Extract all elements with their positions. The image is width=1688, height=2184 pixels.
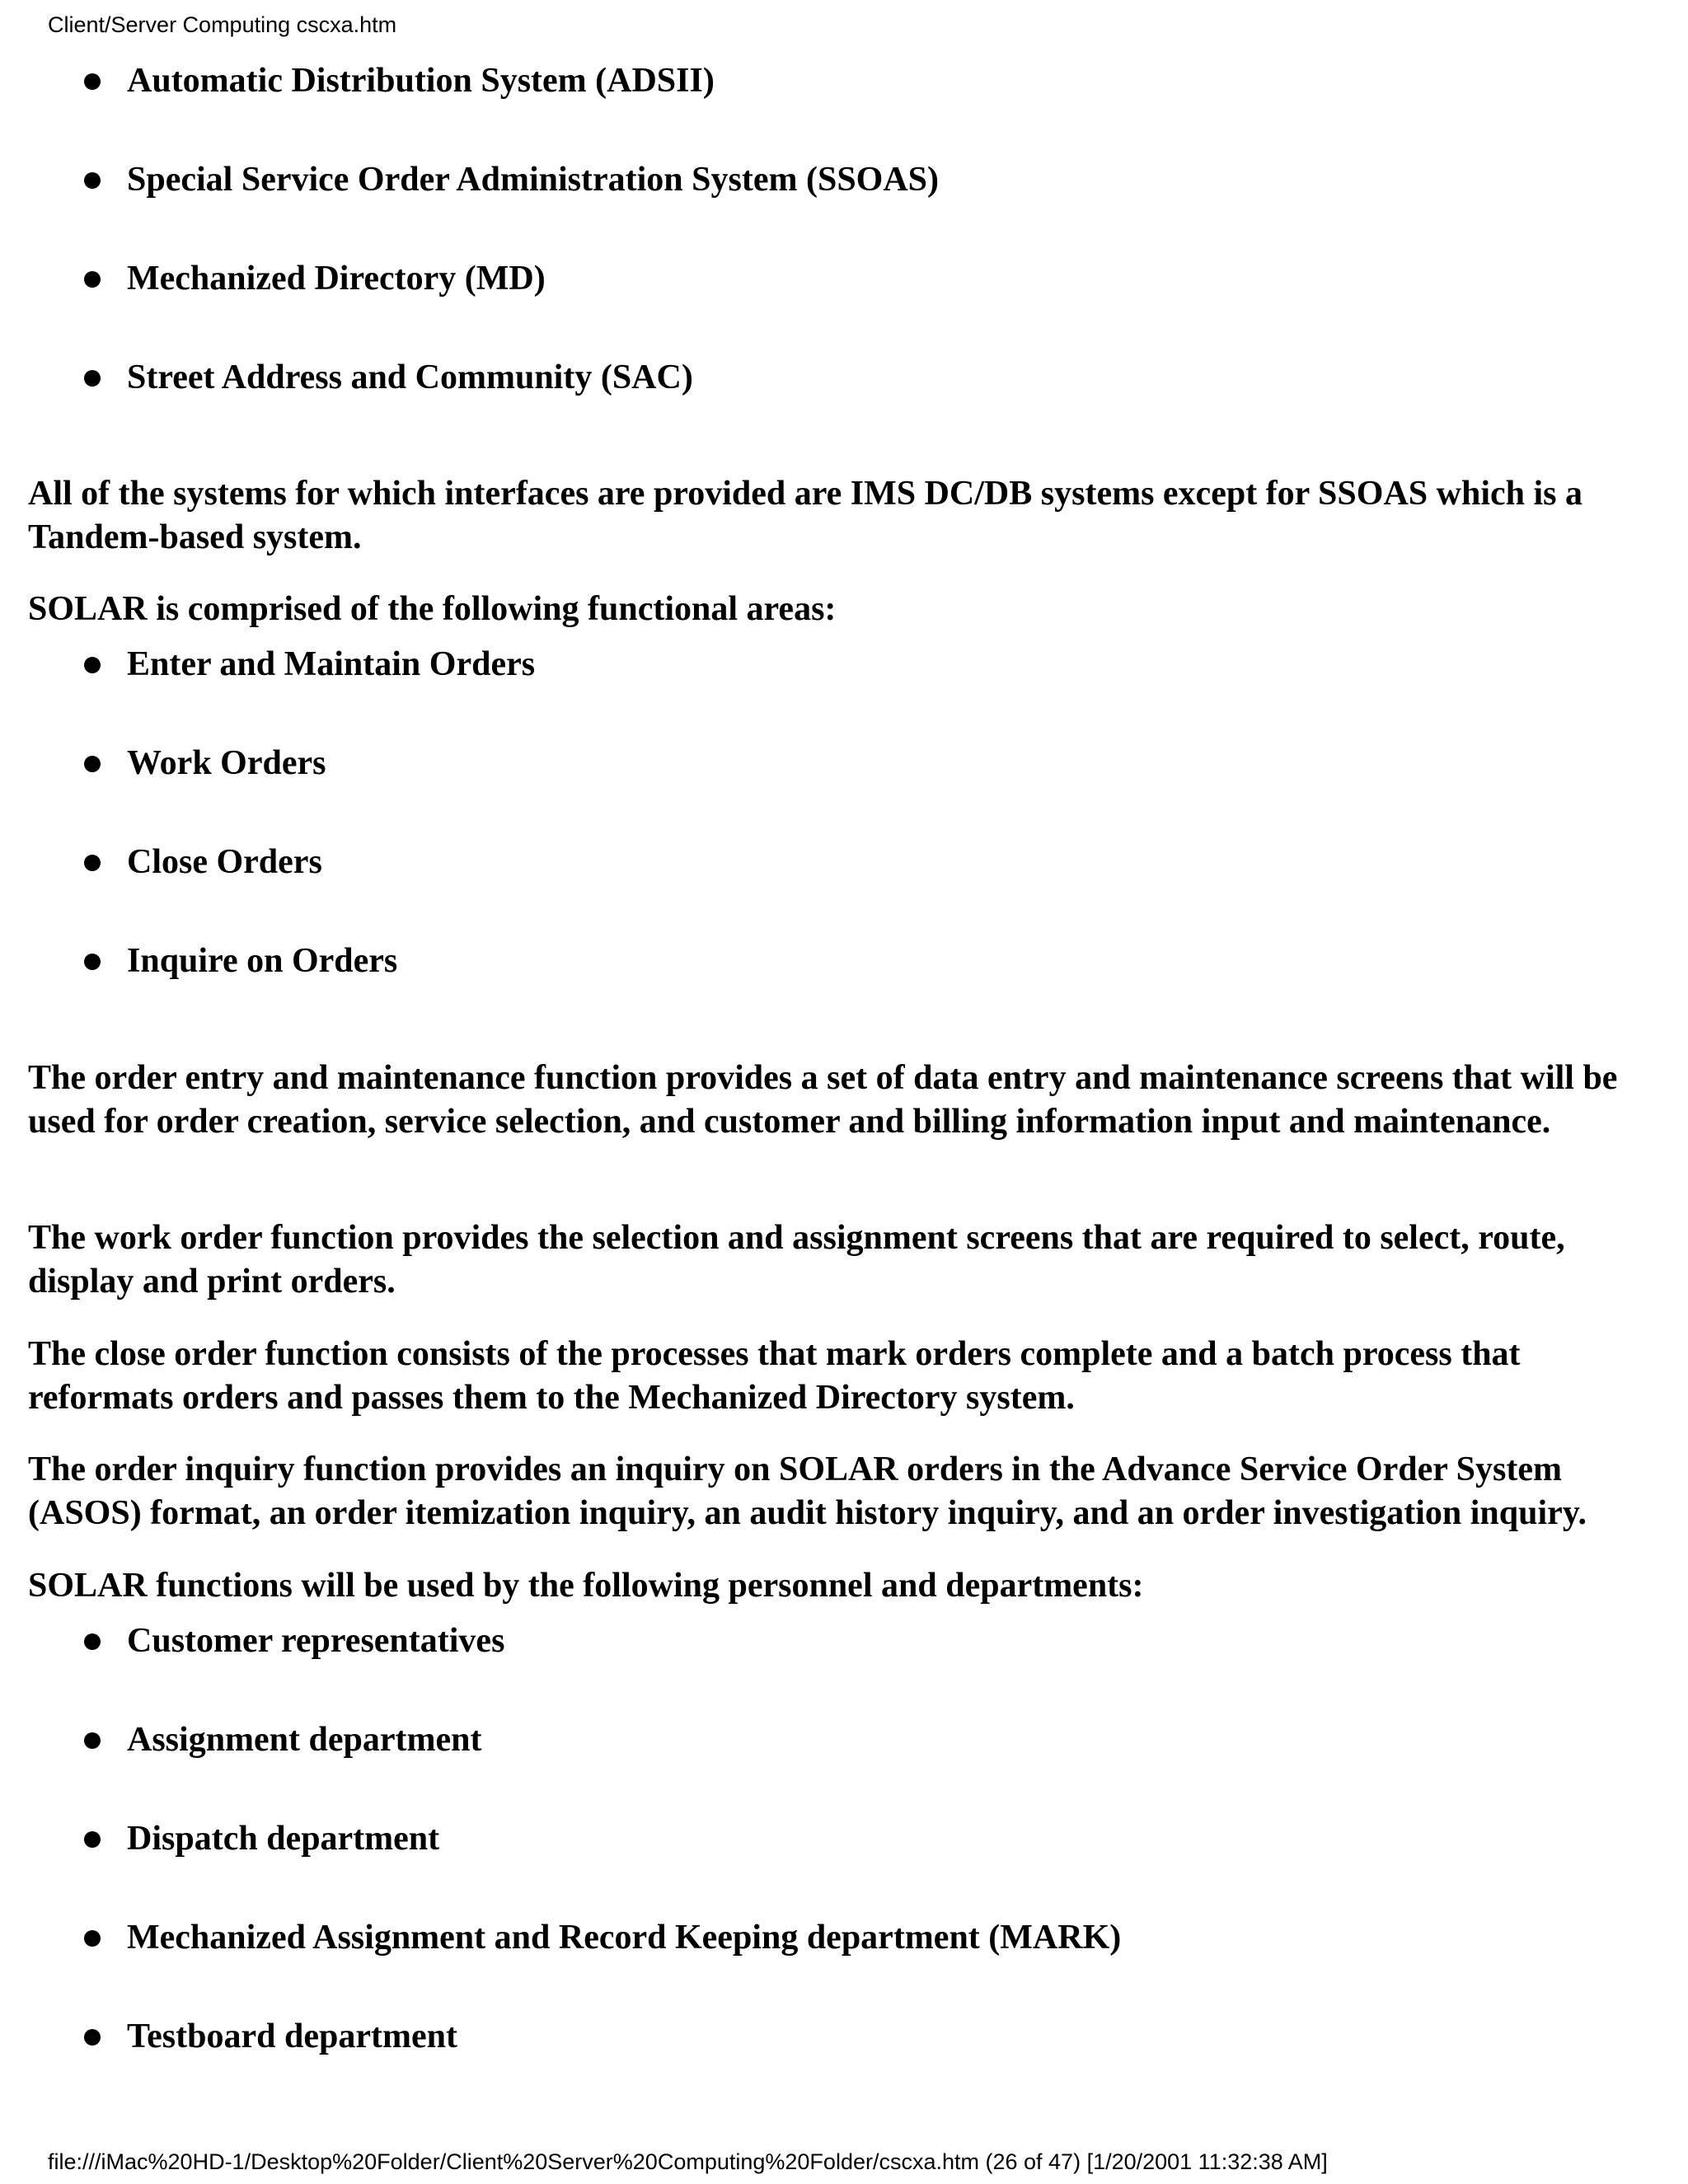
bullet-icon [84, 1831, 101, 1848]
list-item-label: Customer representatives [127, 1622, 505, 1660]
bullet-icon [84, 73, 101, 90]
list-item-label: Assignment department [127, 1721, 482, 1759]
list-item-label: Enter and Maintain Orders [127, 645, 536, 683]
paragraph-work-order: The work order function provides the selection and assignment screens that are required to select, route, display and print orders. [28, 1219, 1565, 1301]
list-item [84, 742, 1650, 841]
list-item [84, 1916, 1650, 2015]
bullet-icon [84, 172, 101, 189]
list-item [84, 1718, 1650, 1817]
print-footer-url: file:///iMac%20HD-1/Desktop%20Folder/Client%20Server%20Computing%20Folder/cscxa.htm (26 of 47) [1/20/2001 11:32:38 AM] [48, 2149, 1328, 2174]
paragraph-close-order: The close order function consists of the processes that mark orders complete and a batch process that reformats orders and passes them to the Mechanized Directory system. [28, 1335, 1521, 1417]
bullet-icon [84, 756, 101, 772]
personnel-list [84, 1619, 1650, 2114]
paragraph-order-entry: The order entry and maintenance function provides a set of data entry and maintenance screens that will be used for order creation, service selection, and customer and billing information input and maintenance. [28, 1059, 1618, 1141]
list-item [84, 643, 1650, 742]
print-header-title: Client/Server Computing cscxa.htm [48, 12, 397, 37]
list-item-label: Street Address and Community (SAC) [127, 359, 693, 396]
list-item [84, 841, 1650, 940]
interface-systems-list [84, 59, 1650, 455]
list-item [84, 59, 1650, 158]
list-item-label: Mechanized Assignment and Record Keeping department (MARK) [127, 1919, 1122, 1957]
list-item-label: Dispatch department [127, 1820, 440, 1858]
bullet-icon [84, 855, 101, 871]
list-item-label: Special Service Order Administration System (SSOAS) [127, 161, 940, 199]
list-item-label: Close Orders [127, 843, 322, 881]
bullet-icon [84, 1930, 101, 1947]
list-item-label: Inquire on Orders [127, 942, 398, 980]
functional-areas-list [84, 643, 1650, 1038]
bullet-icon [84, 1633, 101, 1650]
paragraph-personnel: SOLAR functions will be used by the following personnel and departments: [28, 1567, 1144, 1605]
bullet-icon [84, 657, 101, 673]
list-item-label: Automatic Distribution System (ADSII) [127, 62, 715, 100]
list-item [84, 158, 1650, 257]
list-item-label: Mechanized Directory (MD) [127, 260, 546, 298]
list-item-label: Work Orders [127, 744, 326, 782]
list-item [84, 1817, 1650, 1916]
list-item [84, 940, 1650, 1038]
paragraph-functional-areas: SOLAR is comprised of the following functional areas: [28, 590, 837, 628]
paragraph-order-inquiry: The order inquiry function provides an inquiry on SOLAR orders in the Advance Service Order System (ASOS) format, an order itemization inquiry, an audit history inquiry, and an order investigation inquiry. [28, 1451, 1587, 1532]
list-item [84, 2015, 1650, 2114]
bullet-icon [84, 2029, 101, 2046]
paragraph-ims-systems: All of the systems for which interfaces are provided are IMS DC/DB systems except for SSOAS which is a Tandem-based system. [28, 475, 1583, 556]
bullet-icon [84, 954, 101, 970]
bullet-icon [84, 370, 101, 387]
list-item-label: Testboard department [127, 2018, 457, 2055]
list-item [84, 1619, 1650, 1718]
bullet-icon [84, 271, 101, 288]
list-item [84, 257, 1650, 356]
bullet-icon [84, 1732, 101, 1749]
list-item [84, 356, 1650, 455]
